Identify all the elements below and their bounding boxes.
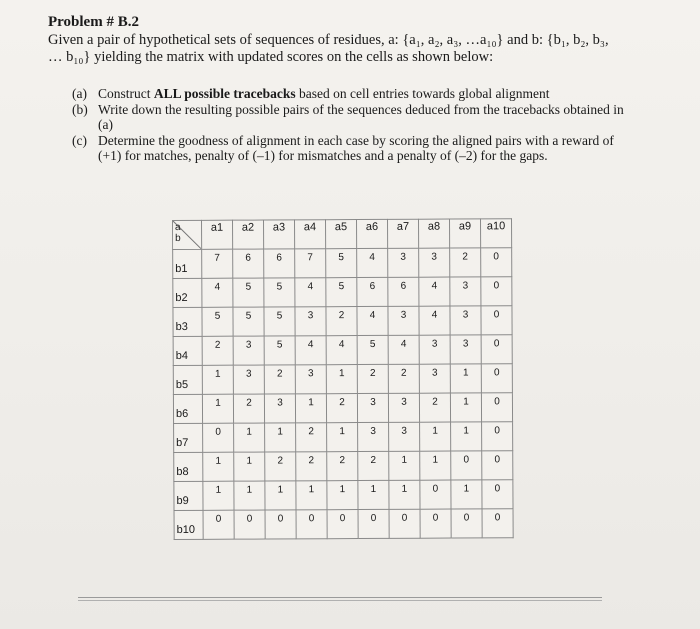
cell-score: 2 — [369, 367, 376, 379]
column-header-a7 — [387, 219, 418, 248]
cell-score: 6 — [400, 280, 407, 292]
row-header-label: b7 — [176, 436, 189, 449]
cell-score: 4 — [369, 251, 376, 263]
matrix-cell — [265, 452, 296, 481]
cell-score: 0 — [494, 425, 500, 437]
matrix-cell — [327, 481, 358, 510]
cell-score: 6 — [245, 252, 252, 264]
matrix-cell — [233, 365, 264, 394]
matrix-cell — [482, 480, 513, 509]
matrix-cell — [295, 365, 326, 394]
cell-score: 3 — [307, 310, 314, 322]
column-header-a4 — [295, 220, 326, 249]
cell-score: 4 — [369, 309, 376, 321]
matrix-cell — [389, 451, 420, 480]
row-header-b2 — [173, 278, 202, 307]
matrix-cell — [264, 365, 295, 394]
task-text: Write down the resulting possible pairs of the sequences deduced from the tracebacks obtained in (a) — [98, 101, 624, 132]
cell-score: 0 — [432, 483, 439, 495]
matrix-row-b3 — [173, 306, 512, 337]
matrix-cell — [234, 452, 265, 481]
cell-score: 0 — [463, 512, 470, 524]
matrix-cell — [233, 336, 264, 365]
cell-score: 0 — [370, 512, 377, 524]
cell-score: 6 — [369, 280, 376, 292]
task-text-pre: Construct — [98, 86, 154, 101]
cell-score: 1 — [215, 397, 221, 409]
matrix-cell — [419, 364, 450, 393]
row-header-label: b10 — [176, 523, 196, 536]
task-label: (a) — [72, 86, 87, 101]
matrix-cell — [481, 335, 512, 364]
matrix-cell — [234, 510, 265, 539]
matrix-row-b5 — [173, 364, 512, 395]
cell-score: 0 — [493, 309, 500, 321]
matrix-cell — [295, 394, 326, 423]
cell-score: 3 — [400, 309, 407, 321]
matrix-cell — [357, 335, 388, 364]
matrix-cell — [357, 248, 388, 277]
matrix-cell — [234, 423, 265, 452]
matrix-cell — [327, 423, 358, 452]
cell-score: 2 — [308, 455, 315, 467]
matrix-header-row — [173, 219, 512, 250]
matrix-cell — [357, 393, 388, 422]
cell-score: 0 — [494, 483, 501, 495]
column-header-a1 — [202, 220, 233, 249]
cell-score: 5 — [338, 252, 345, 264]
matrix-cell — [265, 481, 296, 510]
matrix-cell — [295, 278, 326, 307]
matrix-cell — [450, 393, 481, 422]
matrix-cell — [296, 510, 327, 539]
problem-title: Problem # B.2 — [48, 14, 139, 30]
column-header-a6 — [357, 219, 388, 248]
matrix-cell — [357, 277, 388, 306]
matrix-cell — [482, 451, 513, 480]
cell-score: 3 — [462, 338, 469, 350]
matrix-cell — [265, 423, 296, 452]
task-item-b — [72, 102, 632, 133]
matrix-cell — [388, 248, 419, 277]
cell-score: 1 — [339, 426, 345, 438]
matrix-cell — [388, 393, 419, 422]
cell-score: 3 — [431, 338, 438, 350]
row-header-b10 — [174, 510, 203, 539]
matrix-cell — [233, 249, 264, 278]
matrix-cell — [296, 481, 327, 510]
cell-score: 1 — [308, 397, 314, 409]
cell-score: 0 — [493, 251, 500, 263]
matrix-corner-cell — [173, 220, 202, 249]
matrix-cell — [203, 510, 234, 539]
column-header-label: a3 — [272, 221, 286, 234]
cell-score: 2 — [370, 454, 377, 466]
matrix-row-b9 — [174, 480, 513, 511]
column-header-a3 — [264, 220, 295, 249]
column-header-label: a7 — [396, 220, 410, 233]
column-header-label: a10 — [486, 220, 506, 233]
task-label: (b) — [72, 101, 88, 117]
matrix-row-b7 — [174, 422, 513, 453]
cell-score: 2 — [338, 310, 345, 322]
matrix-cell — [450, 248, 481, 277]
cell-score: 3 — [431, 367, 438, 379]
matrix-cell — [420, 509, 451, 538]
column-header-a2 — [233, 220, 264, 249]
cell-score: 5 — [214, 310, 221, 322]
matrix-cell — [481, 248, 512, 277]
cell-score: 1 — [463, 425, 469, 437]
matrix-cell — [295, 307, 326, 336]
matrix-cell — [419, 335, 450, 364]
cell-score: 5 — [245, 310, 252, 322]
matrix-cell — [419, 248, 450, 277]
row-header-label: b4 — [175, 349, 188, 362]
matrix-cell — [450, 277, 481, 306]
cell-score: 0 — [246, 513, 253, 525]
task-item-c — [72, 133, 632, 164]
matrix-row-b4 — [173, 335, 512, 366]
cell-score: 1 — [338, 368, 345, 380]
task-text — [98, 86, 632, 102]
matrix-cell — [357, 364, 388, 393]
cell-score: 1 — [246, 426, 252, 438]
cell-score: 0 — [401, 512, 408, 524]
cell-score: 1 — [339, 484, 346, 496]
matrix-cell — [234, 481, 265, 510]
cell-score: 1 — [432, 425, 438, 437]
matrix-cell — [264, 278, 295, 307]
task-list — [72, 86, 632, 164]
cell-score: 1 — [214, 368, 221, 380]
matrix-cell — [326, 394, 357, 423]
matrix-cell — [202, 336, 233, 365]
cell-score: 3 — [431, 251, 438, 263]
matrix-cell — [419, 306, 450, 335]
matrix-cell — [450, 306, 481, 335]
cell-score: 1 — [277, 484, 284, 496]
cell-score: 4 — [400, 338, 407, 350]
cell-score: 2 — [432, 396, 438, 408]
cell-score: 3 — [307, 368, 314, 380]
corner-label-a: a — [175, 221, 181, 233]
matrix-cell — [419, 393, 450, 422]
cell-score: 1 — [246, 484, 253, 496]
matrix-cell — [202, 278, 233, 307]
row-header-b4 — [173, 336, 202, 365]
column-header-label: a4 — [303, 221, 317, 234]
column-header-label: a8 — [427, 220, 441, 233]
matrix-cell — [327, 452, 358, 481]
row-header-b1 — [173, 249, 202, 278]
matrix-cell — [358, 509, 389, 538]
cell-score: 4 — [307, 281, 314, 293]
cell-score: 1 — [215, 484, 222, 496]
matrix-cell — [326, 336, 357, 365]
cell-score: 0 — [493, 367, 500, 379]
cell-score: 2 — [277, 455, 284, 467]
cell-score: 4 — [307, 339, 314, 351]
cell-score: 1 — [370, 483, 377, 495]
cell-score: 2 — [308, 426, 314, 438]
row-header-b3 — [173, 307, 202, 336]
task-label: (c) — [72, 132, 87, 148]
cell-score: 5 — [369, 338, 376, 350]
task-text-post: based on cell entries towards global alignment — [295, 86, 550, 101]
intro-line-2: … b₁₀} yielding the matrix with updated scores on the cells as shown below: — [48, 49, 494, 65]
matrix-cell — [419, 277, 450, 306]
cell-score: 5 — [276, 339, 283, 351]
cell-score: 2 — [246, 397, 252, 409]
matrix-cell — [451, 451, 482, 480]
matrix-row-b10 — [174, 509, 513, 540]
matrix-cell — [450, 364, 481, 393]
matrix-cell — [202, 249, 233, 278]
cell-score: 2 — [276, 368, 283, 380]
cell-score: 0 — [339, 513, 346, 525]
problem-intro — [48, 32, 648, 66]
matrix-cell — [481, 364, 512, 393]
matrix-cell — [202, 365, 233, 394]
cell-score: 4 — [431, 309, 438, 321]
row-header-b6 — [173, 394, 202, 423]
matrix-cell — [295, 249, 326, 278]
cell-score: 1 — [215, 455, 222, 467]
cell-score: 3 — [245, 339, 252, 351]
cell-score: 0 — [494, 454, 501, 466]
matrix-cell — [296, 423, 327, 452]
intro-line-1: Given a pair of hypothetical sets of sequences of residues, a: {a₁, a₂, a₃, …a₁₀} and b: {b₁, b₂, b₃, — [48, 32, 609, 48]
divider — [78, 597, 602, 598]
matrix-cell — [264, 307, 295, 336]
matrix-cell — [389, 509, 420, 538]
matrix-cell — [326, 365, 357, 394]
column-header-a5 — [326, 220, 357, 249]
matrix-cell — [358, 451, 389, 480]
matrix-cell — [482, 422, 513, 451]
matrix-cell — [233, 278, 264, 307]
cell-score: 1 — [246, 455, 253, 467]
matrix-cell — [481, 306, 512, 335]
task-text: Determine the goodness of alignment in each case by scoring the aligned pairs with a reward of (+1) for matches, penalty of (–1) for mismatches and a penalty of (–2) for the gaps. — [98, 132, 614, 163]
cell-score: 0 — [494, 396, 500, 408]
cell-score: 5 — [276, 310, 283, 322]
matrix-cell — [451, 480, 482, 509]
matrix-cell — [358, 480, 389, 509]
matrix-cell — [388, 335, 419, 364]
matrix-cell — [388, 306, 419, 335]
row-header-label: b2 — [175, 291, 188, 304]
matrix-cell — [326, 307, 357, 336]
matrix-cell — [450, 335, 481, 364]
cell-score: 0 — [215, 426, 221, 438]
cell-score: 0 — [277, 513, 284, 525]
column-header-label: a6 — [365, 220, 379, 233]
column-header-a8 — [418, 219, 449, 248]
cell-score: 3 — [245, 368, 252, 380]
cell-score: 7 — [307, 252, 314, 264]
cell-score: 3 — [462, 280, 469, 292]
matrix-cell — [264, 394, 295, 423]
score-matrix — [172, 218, 514, 540]
cell-score: 1 — [463, 483, 470, 495]
cell-score: 3 — [370, 425, 376, 437]
matrix-row-b2 — [173, 277, 512, 308]
cell-score: 4 — [214, 281, 221, 293]
matrix-cell — [265, 510, 296, 539]
matrix-cell — [264, 336, 295, 365]
cell-score: 1 — [277, 426, 283, 438]
matrix-cell — [388, 277, 419, 306]
matrix-row-b8 — [174, 451, 513, 482]
matrix-cell — [481, 393, 512, 422]
matrix-cell — [202, 307, 233, 336]
cell-score: 1 — [308, 484, 315, 496]
matrix-cell — [233, 394, 264, 423]
cell-score: 2 — [462, 251, 469, 263]
matrix-cell — [296, 452, 327, 481]
column-header-label: a2 — [241, 221, 255, 234]
cell-score: 5 — [276, 281, 283, 293]
matrix-cell — [203, 481, 234, 510]
matrix-row-b6 — [173, 393, 512, 424]
cell-score: 1 — [432, 454, 439, 466]
corner-label-b: b — [175, 232, 181, 244]
matrix-cell — [357, 306, 388, 335]
matrix-cell — [420, 480, 451, 509]
row-header-b7 — [174, 423, 203, 452]
row-header-b5 — [173, 365, 202, 394]
cell-score: 0 — [308, 513, 315, 525]
task-text-bold: ALL possible tracebacks — [153, 86, 296, 101]
cell-score: 4 — [431, 280, 438, 292]
matrix-cell — [202, 394, 233, 423]
cell-score: 4 — [338, 339, 345, 351]
cell-score: 0 — [494, 512, 501, 524]
cell-score: 0 — [463, 454, 470, 466]
cell-score: 1 — [401, 454, 408, 466]
cell-score: 2 — [214, 339, 221, 351]
matrix-cell — [203, 452, 234, 481]
column-header-a9 — [449, 219, 480, 248]
matrix-cell — [327, 510, 358, 539]
matrix-cell — [388, 364, 419, 393]
matrix-cell — [295, 336, 326, 365]
matrix-cell — [389, 480, 420, 509]
matrix-cell — [482, 509, 513, 538]
cell-score: 6 — [276, 252, 283, 264]
divider — [78, 600, 602, 601]
row-header-b8 — [174, 452, 203, 481]
column-header-label: a5 — [334, 221, 348, 234]
matrix-cell — [358, 422, 389, 451]
cell-score: 1 — [401, 483, 408, 495]
cell-score: 5 — [245, 281, 252, 293]
row-header-label: b3 — [175, 320, 188, 333]
cell-score: 1 — [462, 367, 469, 379]
row-header-b9 — [174, 481, 203, 510]
cell-score: 2 — [400, 367, 407, 379]
cell-score: 3 — [401, 396, 407, 408]
matrix-cell — [326, 278, 357, 307]
matrix-cell — [451, 422, 482, 451]
matrix-cell — [481, 277, 512, 306]
column-header-a10 — [480, 219, 511, 248]
cell-score: 1 — [463, 396, 469, 408]
cell-score: 7 — [214, 252, 221, 264]
column-header-label: a1 — [210, 221, 224, 234]
cell-score: 0 — [215, 513, 222, 525]
cell-score: 0 — [432, 512, 439, 524]
row-header-label: b9 — [176, 494, 189, 507]
cell-score: 3 — [462, 309, 469, 321]
cell-score: 3 — [400, 251, 407, 263]
cell-score: 0 — [493, 338, 500, 350]
cell-score: 2 — [339, 455, 346, 467]
cell-score: 0 — [493, 280, 500, 292]
task-item-a — [72, 86, 632, 102]
row-header-label: b6 — [175, 407, 189, 420]
matrix-cell — [326, 249, 357, 278]
cell-score: 3 — [277, 397, 283, 409]
matrix-cell — [420, 422, 451, 451]
row-header-label: b8 — [176, 465, 189, 478]
matrix-cell — [264, 249, 295, 278]
cell-score: 2 — [339, 397, 345, 409]
matrix-cell — [389, 422, 420, 451]
matrix-cell — [451, 509, 482, 538]
column-header-label: a9 — [458, 220, 472, 233]
cell-score: 3 — [370, 396, 376, 408]
row-header-label: b5 — [175, 378, 189, 391]
matrix-cell — [233, 307, 264, 336]
matrix-cell — [203, 423, 234, 452]
row-header-label: b1 — [175, 262, 188, 275]
matrix-row-b1 — [173, 248, 512, 279]
matrix-cell — [420, 451, 451, 480]
cell-score: 5 — [338, 281, 345, 293]
cell-score: 3 — [401, 425, 407, 437]
